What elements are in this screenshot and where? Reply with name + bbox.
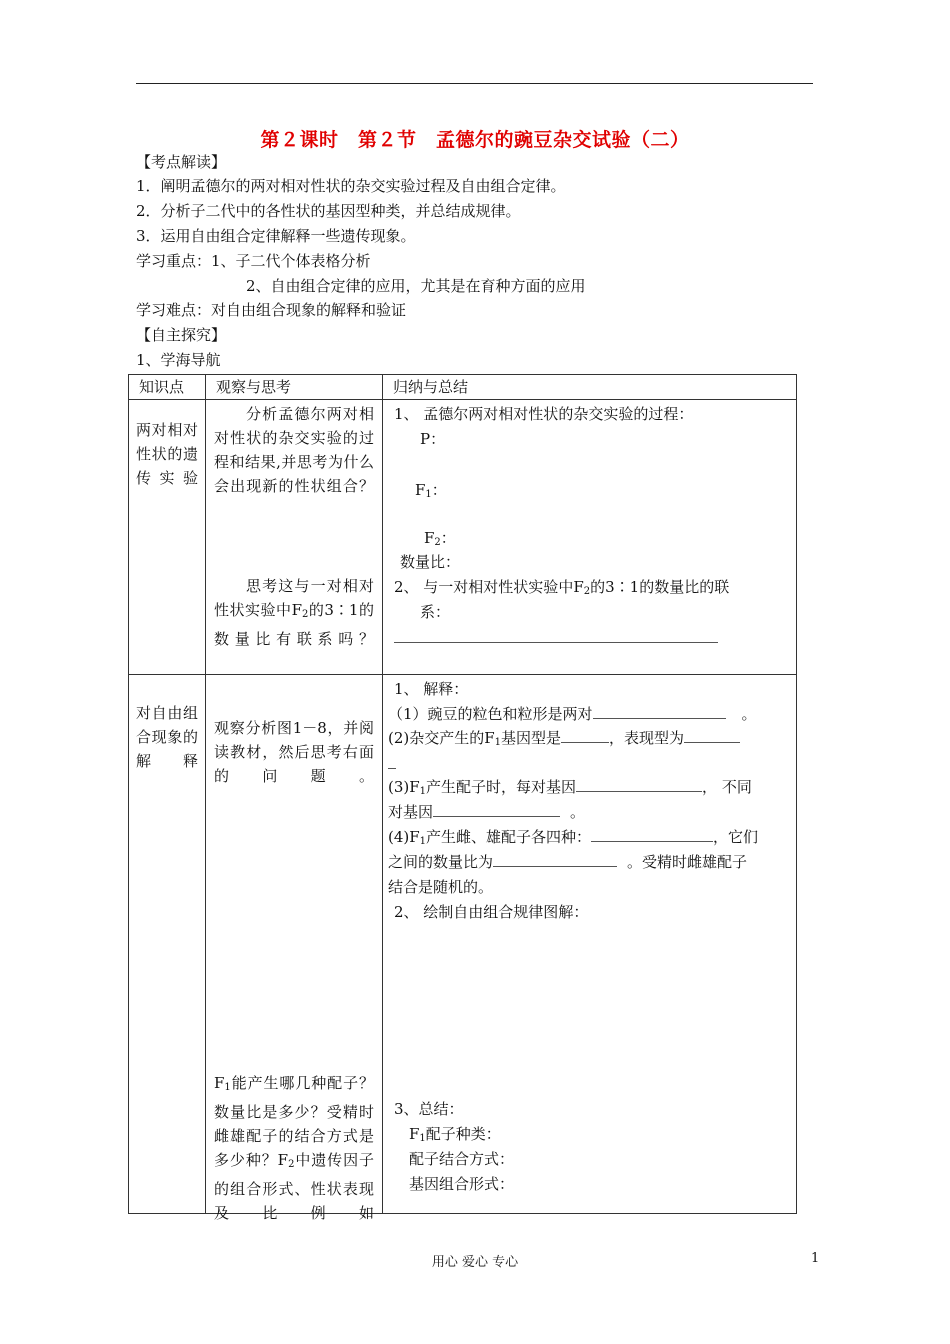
exp-3-text: $(3)F_1$产生配子时，每对基因 [388, 778, 577, 797]
section-heading-kaodian: 【考点解读】 [136, 153, 227, 171]
exp-1-text: （1）豌豆的粒色和粒形是两对 [388, 705, 593, 723]
exp-4-mid: ，它们 [713, 828, 759, 846]
table-row [129, 400, 797, 675]
blank-field [433, 800, 560, 817]
key-point-1: 学习重点：1、子二代个体表格分析 [136, 252, 371, 270]
exp-3-mid: ， 不同 [702, 778, 752, 796]
row2-observe-2: $F_1$能产生哪几种配子？数量比是多少？受精时雌雄配子的结合方式是多少种？$F_2$中遗传因子的组合形式、性状表现及比例如 [214, 1074, 374, 1222]
row1-observe-2: 思考这与一对相对性状实验中$F_2$的3∶1的数量比有联系吗？ [214, 577, 374, 648]
exp-2-text: (2)杂交产生的$F_1$基因型是 [388, 729, 562, 748]
table-row [129, 675, 797, 1214]
header-summary: 归纳与总结 [383, 375, 797, 400]
study-table [128, 374, 797, 1222]
subsection-heading: 1、学海导航 [136, 351, 221, 369]
table-header-row [129, 375, 797, 400]
row1-topic-cell [129, 400, 206, 675]
header-observe: 观察与思考 [206, 375, 383, 400]
exp-4-cont: 之间的数量比为 [388, 853, 494, 871]
answer-line [394, 642, 718, 643]
section-heading-zizhu: 【自主探究】 [136, 326, 227, 344]
row2-exp-4b [388, 850, 747, 874]
row1-p: P： [420, 430, 446, 448]
objective-1: 1．阐明孟德尔的两对相对性状的杂交实验过程及自由组合定律。 [136, 177, 566, 195]
row2-summary-1: $F_1$配子种类： [409, 1125, 501, 1144]
row1-topic: 两对相对性状的遗传实验 [136, 421, 198, 487]
row2-summary-cell [383, 675, 797, 1214]
row1-summary-cell [383, 400, 797, 675]
row2-exp-4c: 结合是随机的。 [388, 878, 494, 896]
blank-field [684, 726, 740, 743]
row1-observe-cell [206, 400, 383, 675]
objective-3: 3．运用自由组合定律解释一些遗传现象。 [136, 227, 416, 245]
blank-field [493, 850, 617, 867]
row1-observe-1: 分析孟德尔两对相对性状的杂交实验的过程和结果,并思考为什么会出现新的性状组合？ [214, 405, 374, 495]
exp-3-end: 。 [570, 803, 586, 821]
row2-summary-head: 3、总结： [394, 1100, 464, 1118]
page-title: 第２课时 第２节 孟德尔的豌豆杂交试验（二） [260, 129, 690, 151]
difficulty: 学习难点：对自由组合现象的解释和验证 [136, 301, 407, 319]
row1-sum-1: 1、 孟德尔两对相对性状的杂交实验的过程： [394, 405, 694, 423]
exp-2-mid: ，表现型为 [609, 729, 685, 747]
blank-field [576, 775, 702, 792]
row2-summary-2: 配子结合方式： [409, 1150, 515, 1168]
blank-field [561, 726, 609, 743]
key-point-2: 2、自由组合定律的应用，尤其是在育种方面的应用 [246, 277, 586, 295]
row2-exp-2 [388, 726, 740, 755]
row1-ratio: 数量比： [400, 553, 461, 571]
row2-exp-1 [388, 702, 757, 726]
row2-explain-head: 1、 解释： [394, 680, 469, 698]
row2-topic: 对自由组合现象的解释 [136, 704, 198, 770]
row1-sum-2a: 2、 与一对相对性状实验中$F_2$的3∶1的数量比的联 [394, 578, 730, 597]
header-topic: 知识点 [129, 375, 206, 400]
objective-2: 2．分析子二代中的各性状的基因型种类，并总结成规律。 [136, 202, 521, 220]
exp-4-mid2: 。受精时雌雄配子 [627, 853, 748, 871]
row2-observe-1: 观察分析图1－8，并阅读教材，然后思考右面的问题。 [214, 719, 374, 785]
row1-f1: $F_1$： [415, 481, 447, 500]
page-number: 1 [811, 1251, 820, 1266]
row1-f2: $F_2$： [424, 529, 456, 548]
row2-exp-3b [388, 800, 585, 824]
exp-3-cont: 对基因 [388, 803, 434, 821]
row1-sum-2b: 系： [420, 603, 451, 621]
row2-topic-cell [129, 675, 206, 1214]
row2-observe-cell [206, 675, 383, 1222]
blank-field [388, 768, 396, 769]
header-rule [136, 83, 813, 84]
footer-slogan: 用心 爱心 专心 [431, 1255, 519, 1270]
row2-draw: 2、 绘制自由组合规律图解： [394, 903, 589, 921]
exp-4-text: $(4)F_1$产生雌、雄配子各四种： [388, 828, 592, 847]
blank-field [591, 825, 713, 842]
blank-field [593, 702, 726, 719]
exp-1-end: 。 [741, 705, 757, 723]
row2-summary-3: 基因组合形式： [409, 1175, 515, 1193]
